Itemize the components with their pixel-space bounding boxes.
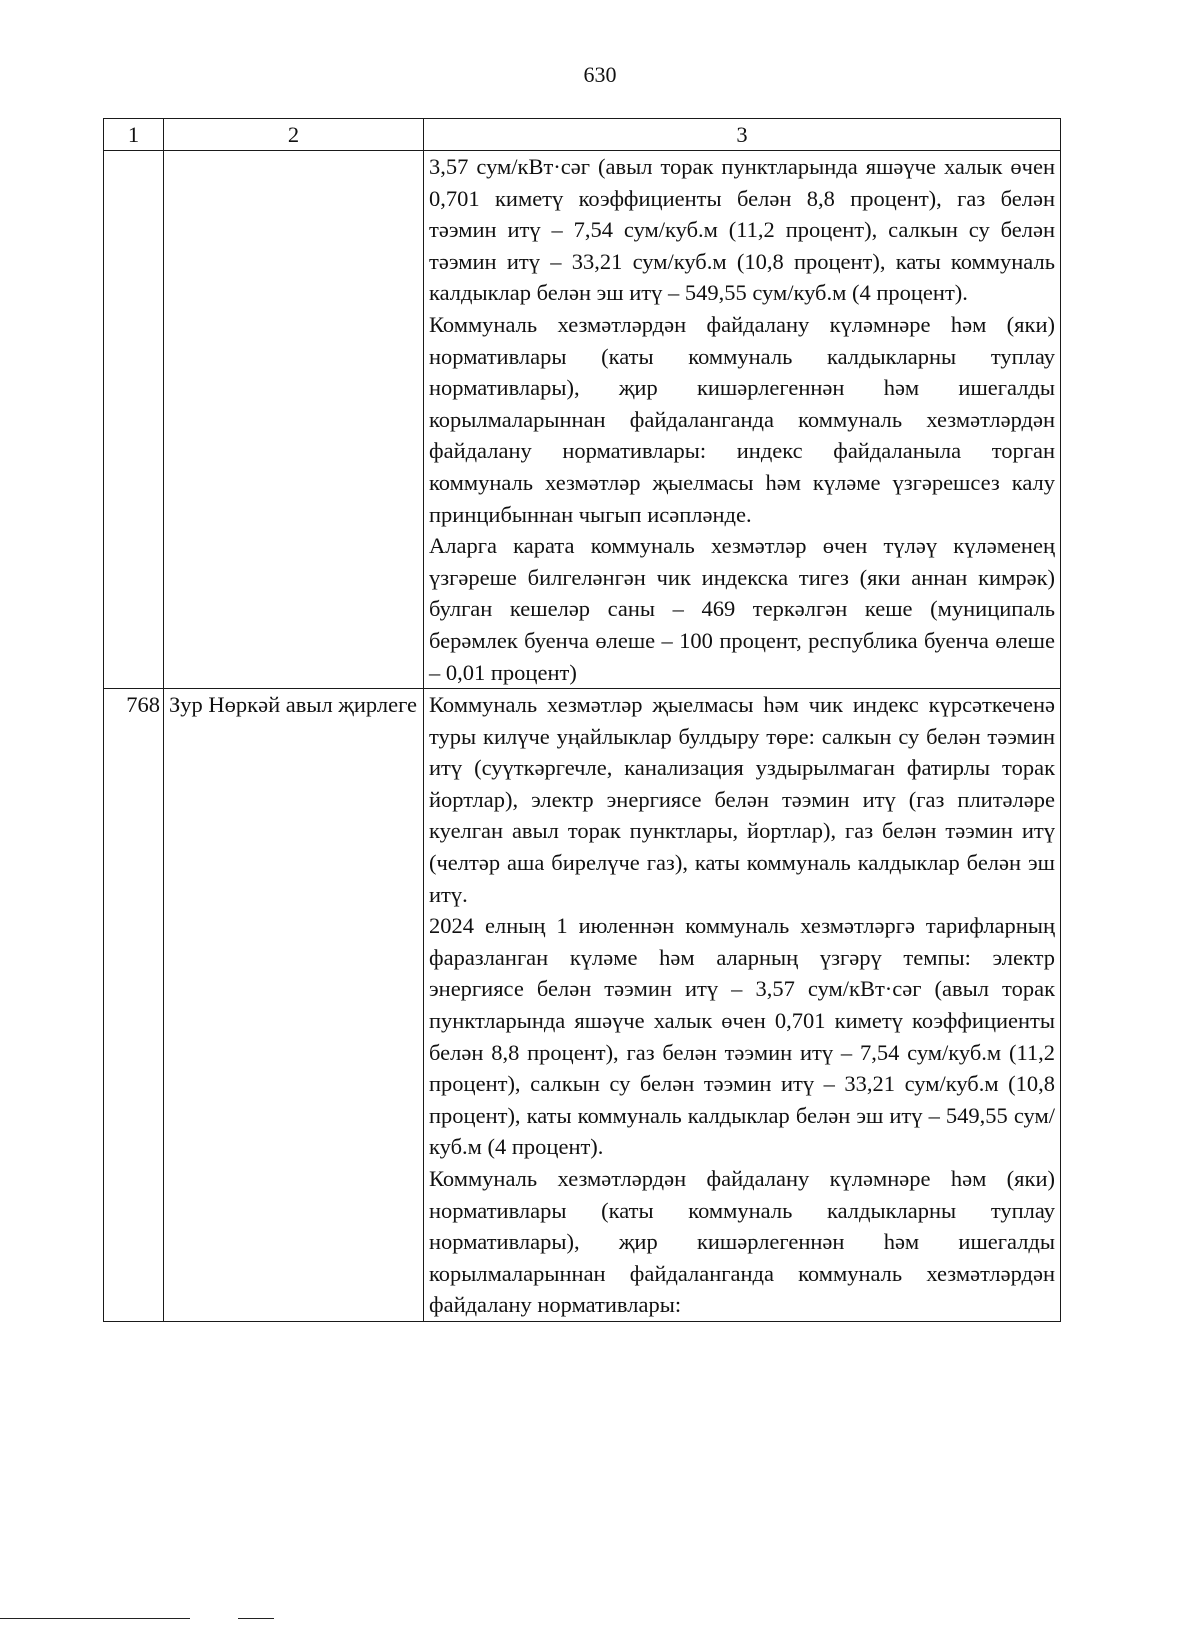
description-cell: [424, 689, 1061, 1322]
page-number: 630: [583, 62, 617, 87]
table-row: [104, 689, 1061, 1322]
row-number-cell: 768: [104, 689, 164, 1322]
row-number-cell: [104, 151, 164, 689]
description-cell: [424, 151, 1061, 689]
column-header-1: 1: [104, 119, 164, 151]
table-header-row: [104, 119, 1061, 151]
description-paragraph: 2024 елның 1 июленнән коммуналь хезмәтләргә тарифларның фаразланган күләме һәм аларның үзгәрү темпы: электр энергиясе белән тәэмин итү – 3,57 сум/кВт·сәг (авыл торак пунктларында яшәүче халык өчен 0,701 киметү коэффициенты белән 8,8 процент), газ белән тәэмин итү – 7,54 сум/куб.м (11,2 процент), салкын су белән тәэмин итү – 33,21 сум/куб.м (10,8 процент), каты коммуналь калдыклар белән эш итү – 549,55 сум/куб.м (4 процент).: [429, 913, 1055, 1160]
settlement-name-cell: [164, 151, 424, 689]
footer-rule: [0, 1618, 190, 1619]
tariff-table: [103, 118, 1061, 1322]
table-row: [104, 151, 1061, 689]
settlement-name-cell: Зур Нөркәй авыл җирлеге: [164, 689, 424, 1322]
column-header-2: 2: [164, 119, 424, 151]
description-paragraph: 3,57 сум/кВт·сәг (авыл торак пунктларында яшәүче халык өчен 0,701 киметү коэффициенты белән 8,8 процент), газ белән тәэмин итү – 7,54 сум/куб.м (11,2 процент), салкын су белән тәэмин итү – 33,21 сум/куб.м (10,8 процент), каты коммуналь калдыклар белән эш итү – 549,55 сум/куб.м (4 процент).: [429, 154, 1055, 306]
description-paragraph: Коммуналь хезмәтләр җыелмасы һәм чик индекс күрсәткеченә туры килүче уңайлыклар булдыру төре: салкын су белән тәэмин итү (суүткәргечле, канализация уздырылмаган фатирлы торак йортлар), электр энергиясе белән тәэмин итү (газ плитәләре куелган авыл торак пунктлары, йортлар), газ белән тәэмин итү (челтәр аша бирелүче газ), каты коммуналь калдыклар белән эш итү.: [429, 692, 1055, 907]
description-paragraph: Аларга карата коммуналь хезмәтләр өчен түләү күләменең үзгәреше билгеләнгән чик индекска тигез (яки аннан кимрәк) булган кешеләр саны – 469 теркәлгән кеше (муниципаль берәмлек буенча өлеше – 100 процент, республика буенча өлеше – 0,01 процент): [429, 533, 1055, 685]
description-paragraph: Коммуналь хезмәтләрдән файдалану күләмнәре һәм (яки) нормативлары (каты коммуналь калдыкларны туплау нормативлары), җир кишәрлегеннән һәм ишегалды корылмаларыннан файдаланганда коммуналь хезмәтләрдән файдалану нормативлары:: [429, 1166, 1055, 1318]
column-header-3: 3: [424, 119, 1061, 151]
footer-rule: [238, 1618, 274, 1619]
description-paragraph: Коммуналь хезмәтләрдән файдалану күләмнәре һәм (яки) нормативлары (каты коммуналь калдыкларны туплау нормативлары), җир кишәрлегеннән һәм ишегалды корылмаларыннан файдаланганда коммуналь хезмәтләрдән файдалану нормативлары: индекс файдаланыла торган коммуналь хезмәтләр җыелмасы һәм күләме үзгәрешсез калу принцибыннан чыгып исәпләнде.: [429, 311, 1055, 527]
